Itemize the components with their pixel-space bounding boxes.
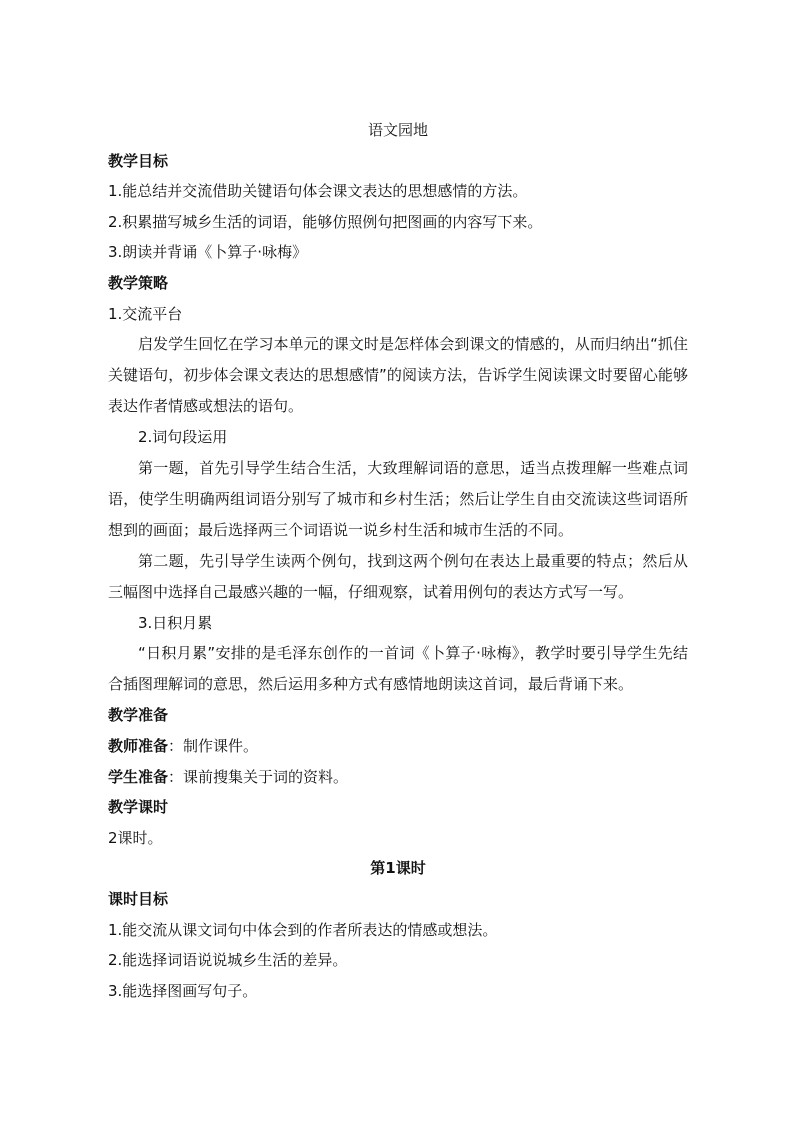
strategy-2-title: 2.词句段运用 <box>138 428 228 447</box>
hours-text: 2课时。 <box>108 828 163 847</box>
student-prep <box>108 762 688 793</box>
section-heading-lesson-goals: 课时目标 <box>108 889 169 908</box>
strategy-1-title: 1.交流平台 <box>108 304 183 323</box>
section-heading-prep: 教学准备 <box>108 706 169 725</box>
lesson-goal-item: 1.能交流从课文词句中体会到的作者所表达的情感或想法。 <box>108 920 498 939</box>
lesson-goal-item: 3.能选择图画写句子。 <box>108 981 258 1000</box>
student-prep-label: 学生准备 <box>108 767 169 786</box>
section-heading-strategy: 教学策略 <box>108 273 169 292</box>
lesson-title: 第1课时 <box>370 859 426 878</box>
strategy-3-title: 3.日积月累 <box>138 613 213 632</box>
teacher-prep-text: ：制作课件。 <box>168 736 259 755</box>
document-content <box>108 115 688 1006</box>
strategy-3-paragraph: “日积月累”安排的是毛泽东创作的一首词《卜算子·咏梅》，教学时要引导学生先结合插图理解词的意思，然后运用多种方式有感情地朗读这首词，最后背诵下来。 <box>108 644 688 694</box>
section-heading-goals: 教学目标 <box>108 151 169 170</box>
lesson-goal-item: 2.能选择词语说说城乡生活的差异。 <box>108 951 348 970</box>
goal-item: 2.积累描写城乡生活的词语，能够仿照例句把图画的内容写下来。 <box>108 212 543 231</box>
student-prep-text: ：课前搜集关于词的资料。 <box>168 767 349 786</box>
strategy-2-paragraph-a: 第一题，首先引导学生结合生活，大致理解词语的意思，适当点拨理解一些难点词语，使学生明确两组词语分别写了城市和乡村生活；然后让学生自由交流读这些词语所想到的画面；最后选择两三个词语说一说乡村生活和城市生活的不同。 <box>108 458 688 539</box>
teacher-prep <box>108 731 688 762</box>
goal-item: 1.能总结并交流借助关键语句体会课文表达的思想感情的方法。 <box>108 182 528 201</box>
teacher-prep-label: 教师准备 <box>108 736 169 755</box>
goal-item: 3.朗读并背诵《卜算子·咏梅》 <box>108 243 308 262</box>
strategy-2-paragraph-b: 第二题，先引导学生读两个例句，找到这两个例句在表达上最重要的特点；然后从三幅图中选择自己最感兴趣的一幅，仔细观察，试着用例句的表达方式写一写。 <box>108 551 688 601</box>
strategy-1-paragraph: 启发学生回忆在学习本单元的课文时是怎样体会到课文的情感的，从而归纳出“抓住关键语句，初步体会课文表达的思想感情”的阅读方法，告诉学生阅读课文时要留心能够表达作者情感或想法的语句。 <box>108 335 688 416</box>
document-title: 语文园地 <box>367 121 428 139</box>
section-heading-hours: 教学课时 <box>108 798 169 817</box>
